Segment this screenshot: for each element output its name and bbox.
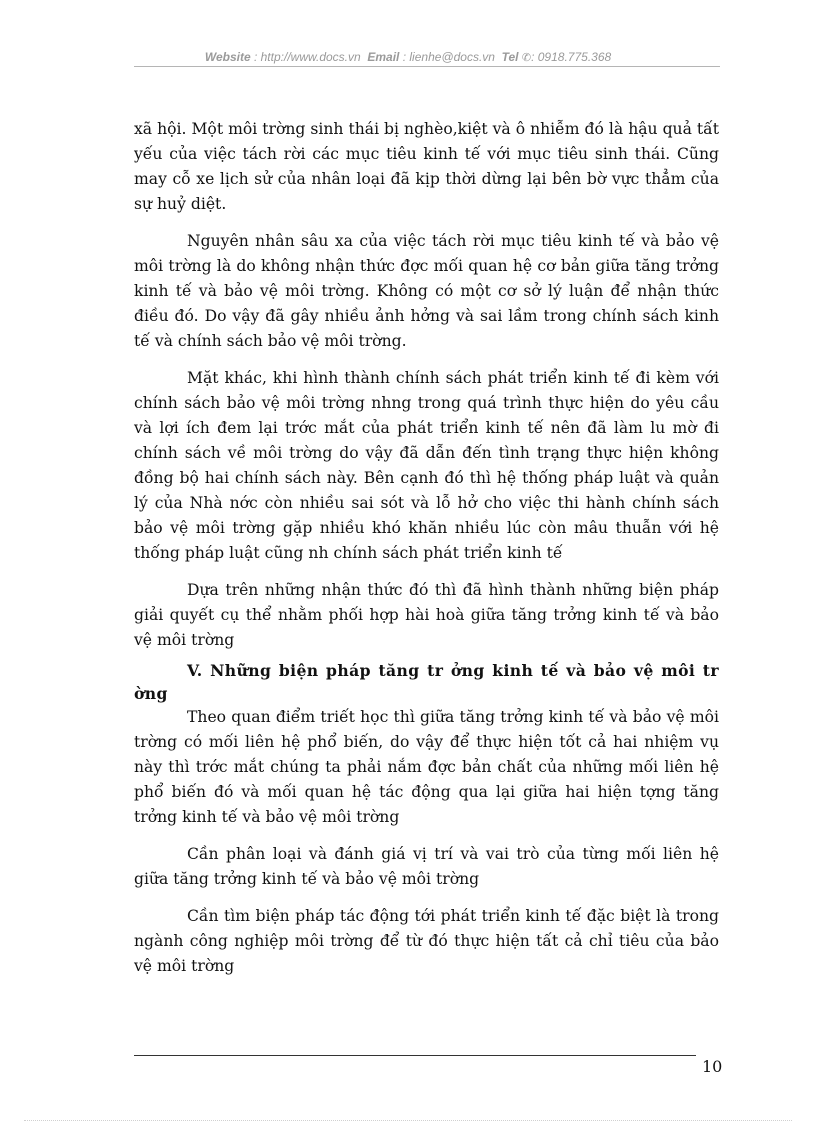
header-rule <box>134 66 720 67</box>
website-label: Website <box>204 50 251 64</box>
paragraph-6: Cần phân loại và đánh giá vị trí và vai trò của từng mối liên hệ giữa tăng trởng kinh tế và bảo vệ môi trờng <box>134 845 719 888</box>
telephone-icon: ✆ <box>521 52 532 64</box>
document-body <box>134 117 719 991</box>
website-value: : http://www.docs.vn <box>253 50 361 64</box>
paragraph-7: Cần tìm biện pháp tác động tới phát triển kinh tế đặc biệt là trong ngành công nghiệp môi trờng để từ đó thực hiện tất cả chỉ tiêu của bảo vệ môi trờng <box>134 907 719 975</box>
paragraph-4: Dựa trên những nhận thức đó thì đã hình thành những biện pháp giải quyết cụ thể nhằm phối hợp hài hoà giữa tăng trởng kinh tế và bảo vệ môi trờng <box>134 581 719 649</box>
footer-rule <box>134 1055 696 1056</box>
page-number: 10 <box>702 1057 723 1076</box>
page-bottom-border <box>24 1120 792 1121</box>
email-label: Email <box>367 50 400 64</box>
page-header <box>0 50 816 64</box>
tel-label: Tel <box>501 50 519 64</box>
paragraph-2: Nguyên nhân sâu xa của việc tách rời mục tiêu kinh tế và bảo vệ môi trờng là do không nhận thức đợc mối quan hệ cơ bản giữa tăng trởng kinh tế và bảo vệ môi trờng. Không có một cơ sở lý luận để nhận thức điều đó. Do vậy đã gây nhiều ảnh hởng và sai lầm trong chính sách kinh tế và chính sách bảo vệ môi trờng. <box>134 232 719 350</box>
paragraph-3: Mặt khác, khi hình thành chính sách phát triển kinh tế đi kèm với chính sách bảo vệ môi trờng nhng trong quá trình thực hiện do yêu cầu và lợi ích đem lại trớc mắt của phát triển kinh tế nên đã làm lu mờ đi chính sách về môi trờng do vậy đã dẫn đến tình trạng thực hiện không đồng bộ hai chính sách này. Bên cạnh đó thì hệ thống pháp luật và quản lý của Nhà nớc còn nhiều sai sót và lỗ hở cho việc thi hành chính sách bảo vệ môi trờng gặp nhiều khó khăn nhiều lúc còn mâu thuẫn với hệ thống pháp luật cũng nh chính sách phát triển kinh tế <box>134 369 719 562</box>
paragraph-1: xã hội. Một môi trờng sinh thái bị nghèo,kiệt và ô nhiễm đó là hậu quả tất yếu của việc tách rời các mục tiêu kinh tế với mục tiêu sinh thái. Cũng may cỗ xe lịch sử của nhân loại đã kịp thời dừng lại bên bờ vực thẳm của sự huỷ diệt. <box>134 120 719 213</box>
paragraph-5: Theo quan điểm triết học thì giữa tăng trởng kinh tế và bảo vệ môi trờng có mối liên hệ phổ biến, do vậy để thực hiện tốt cả hai nhiệm vụ này thì trớc mắt chúng ta phải nắm đợc bản chất của những mối liên hệ phổ biến đó và mối quan hệ tác động qua lại giữa hai hiện tợng tăng trởng kinh tế và bảo vệ môi trờng <box>134 708 719 826</box>
tel-value: : 0918.775.368 <box>531 50 612 64</box>
section-heading: V. Những biện pháp tăng tr ởng kinh tế và bảo vệ môi tr ờng <box>134 661 719 703</box>
email-value: : lienhe@docs.vn <box>402 50 495 64</box>
